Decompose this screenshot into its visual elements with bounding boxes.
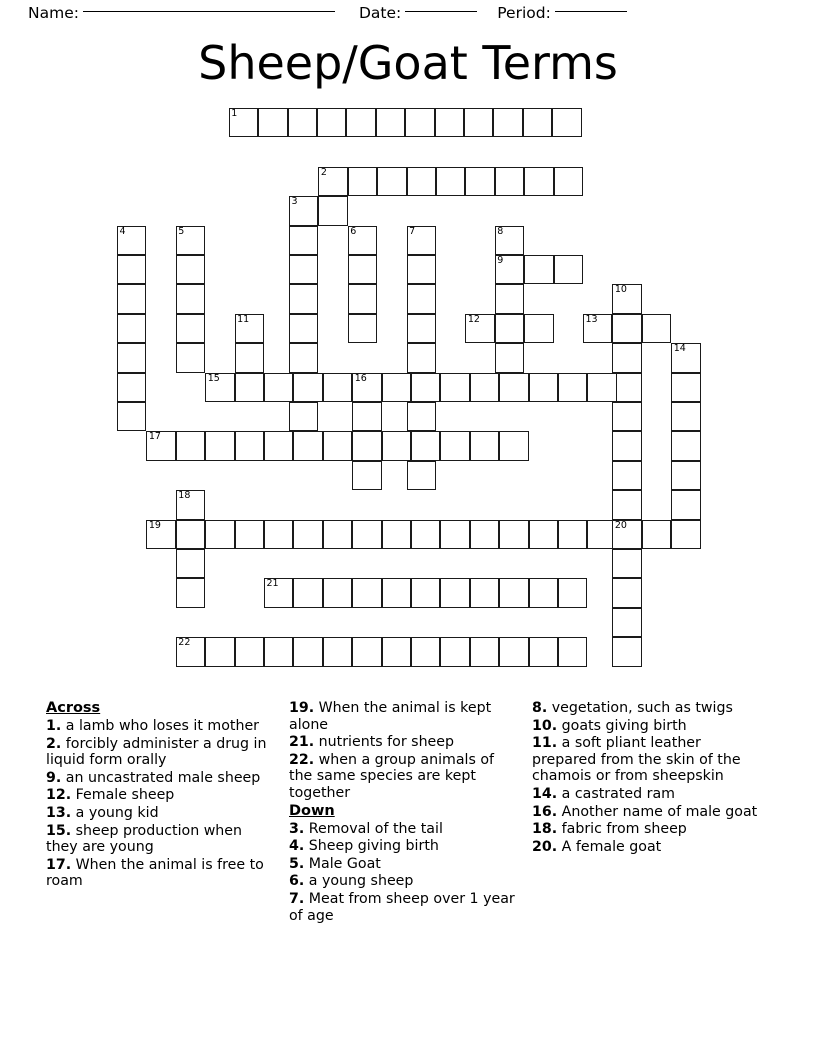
crossword-cell[interactable] [235, 373, 264, 402]
crossword-cell-1[interactable] [229, 108, 258, 137]
crossword-cell[interactable] [464, 108, 493, 137]
crossword-cell[interactable] [289, 343, 318, 372]
crossword-cell[interactable] [117, 402, 146, 431]
crossword-cell[interactable] [117, 343, 146, 372]
clue-number: 8. [532, 700, 548, 716]
clue-across-12 [46, 787, 275, 804]
crossword-cell[interactable] [352, 461, 381, 490]
cell-number: 7 [409, 225, 416, 237]
clue-number: 20. [532, 838, 558, 855]
crossword-cell[interactable] [352, 637, 381, 666]
crossword-cell-10[interactable] [612, 284, 641, 313]
crossword-cell[interactable] [407, 343, 436, 372]
crossword-cell[interactable] [323, 520, 352, 549]
crossword-cell[interactable] [293, 578, 322, 607]
clue-number: 15. [46, 822, 72, 839]
crossword-cell[interactable] [205, 431, 234, 460]
down-heading: Down [289, 802, 335, 819]
crossword-cell[interactable] [405, 108, 434, 137]
crossword-cell[interactable] [524, 167, 553, 196]
crossword-cell[interactable] [293, 373, 322, 402]
cell-number: 17 [148, 431, 161, 443]
cell-number: 13 [585, 313, 598, 325]
clue-across-1 [46, 718, 275, 735]
clue-text: sheep production when they are young [46, 822, 243, 856]
crossword-cell-7[interactable] [407, 226, 436, 255]
crossword-cell[interactable] [176, 284, 205, 313]
crossword-cell[interactable] [407, 284, 436, 313]
crossword-cell[interactable] [407, 255, 436, 284]
crossword-cell[interactable] [323, 637, 352, 666]
clue-number: 19. [289, 700, 315, 716]
crossword-cell[interactable] [499, 431, 528, 460]
crossword-cell[interactable] [352, 402, 381, 431]
crossword-cell[interactable] [323, 578, 352, 607]
clue-text: a young kid [71, 804, 159, 821]
clue-number: 2. [46, 735, 62, 752]
crossword-cell[interactable] [323, 373, 352, 402]
cell-number: 6 [350, 225, 357, 237]
clue-text: a lamb who loses it mother [61, 718, 260, 734]
crossword-cell[interactable] [176, 549, 205, 578]
period-label: Period: [497, 4, 551, 22]
clue-text: vegetation, such as twigs [547, 700, 733, 716]
clue-text: When the animal is free to roam [46, 856, 264, 890]
crossword-cell[interactable] [352, 520, 381, 549]
clue-number: 9. [46, 769, 62, 786]
crossword-cell[interactable] [671, 402, 700, 431]
crossword-cell[interactable] [382, 637, 411, 666]
crossword-cell[interactable] [235, 431, 264, 460]
clue-number: 7. [289, 890, 305, 907]
crossword-cell[interactable] [671, 520, 700, 549]
clue-across-19 [289, 700, 518, 733]
crossword-cell[interactable] [470, 520, 499, 549]
clue-text: Male Goat [304, 855, 381, 872]
clue-text: Removal of the tail [304, 820, 443, 837]
clue-number: 10. [532, 717, 558, 734]
crossword-cell[interactable] [407, 461, 436, 490]
crossword-cell[interactable] [376, 108, 405, 137]
crossword-cell[interactable] [558, 578, 587, 607]
crossword-cell-11[interactable] [235, 314, 264, 343]
clue-number: 4. [289, 838, 305, 855]
crossword-cell[interactable] [499, 578, 528, 607]
clue-number: 6. [289, 873, 305, 890]
crossword-cell[interactable] [293, 637, 322, 666]
clue-text: Another name of male goat [557, 803, 758, 820]
crossword-cell[interactable] [264, 431, 293, 460]
crossword-cell[interactable] [612, 431, 641, 460]
cell-number: 14 [673, 343, 686, 355]
crossword-cell[interactable] [612, 578, 641, 607]
crossword-cell[interactable] [235, 520, 264, 549]
crossword-cell-2[interactable] [318, 167, 347, 196]
clue-number: 13. [46, 804, 72, 821]
clue-text: goats giving birth [557, 717, 687, 734]
crossword-cell[interactable] [529, 578, 558, 607]
crossword-cell[interactable] [523, 108, 552, 137]
crossword-cell[interactable] [587, 373, 616, 402]
crossword-cell[interactable] [176, 520, 205, 549]
name-label: Name: [28, 4, 79, 22]
crossword-cell[interactable] [348, 167, 377, 196]
crossword-cell[interactable] [348, 284, 377, 313]
crossword-cell[interactable] [258, 108, 287, 137]
crossword-cell[interactable] [318, 196, 347, 225]
crossword-cell[interactable] [612, 402, 641, 431]
crossword-cell[interactable] [529, 373, 558, 402]
crossword-cell[interactable] [465, 167, 494, 196]
crossword-cell[interactable] [317, 108, 346, 137]
clues-section [46, 700, 776, 960]
crossword-cell[interactable] [524, 314, 553, 343]
clue-down-18 [532, 821, 761, 838]
crossword-cell-12[interactable] [465, 314, 494, 343]
crossword-cell[interactable] [382, 373, 411, 402]
cell-number: 16 [354, 372, 367, 384]
crossword-cell-22[interactable] [176, 637, 205, 666]
crossword-cell[interactable] [612, 373, 641, 402]
crossword-cell[interactable] [382, 578, 411, 607]
crossword-cell[interactable] [411, 578, 440, 607]
cell-number: 1 [231, 108, 238, 119]
crossword-cell[interactable] [558, 373, 587, 402]
clue-column-3 [532, 700, 775, 960]
clue-text: nutrients for sheep [314, 734, 455, 751]
clue-down-4 [289, 838, 518, 855]
cell-number: 21 [266, 578, 279, 590]
crossword-cell[interactable] [558, 637, 587, 666]
crossword-cell-13[interactable] [583, 314, 612, 343]
clue-column-2 [289, 700, 532, 960]
clue-number: 12. [46, 787, 72, 804]
crossword-cell[interactable] [612, 314, 641, 343]
clue-across-21 [289, 734, 518, 751]
clue-number: 17. [46, 856, 72, 873]
crossword-cell-16[interactable] [352, 373, 381, 402]
crossword-cell[interactable] [264, 373, 293, 402]
clue-across-15 [46, 823, 275, 856]
crossword-cell[interactable] [554, 167, 583, 196]
crossword-cell[interactable] [495, 343, 524, 372]
crossword-cell[interactable] [176, 343, 205, 372]
crossword-cell[interactable] [117, 284, 146, 313]
clue-number: 1. [46, 718, 62, 734]
clue-text: forcibly administer a drug in liquid form orally [46, 735, 267, 769]
clue-down-11 [532, 735, 761, 785]
clue-number: 16. [532, 803, 558, 820]
crossword-cell[interactable] [642, 314, 671, 343]
cell-number: 18 [178, 490, 191, 502]
crossword-cell[interactable] [524, 255, 553, 284]
crossword-cell[interactable] [117, 373, 146, 402]
crossword-cell[interactable] [289, 314, 318, 343]
crossword-cell[interactable] [671, 373, 700, 402]
clue-down-20 [532, 839, 761, 856]
crossword-cell[interactable] [407, 402, 436, 431]
crossword-cell[interactable] [493, 108, 522, 137]
clue-down-8 [532, 700, 761, 717]
clue-text: when a group animals of the same species are kept together [289, 751, 495, 801]
crossword-cell-21[interactable] [264, 578, 293, 607]
crossword-cell[interactable] [436, 167, 465, 196]
crossword-cell[interactable] [346, 108, 375, 137]
cell-number: 5 [178, 225, 185, 237]
crossword-cell[interactable] [289, 284, 318, 313]
crossword-cell[interactable] [235, 343, 264, 372]
crossword-cell-20[interactable] [612, 520, 641, 549]
crossword-cell-4[interactable] [117, 226, 146, 255]
crossword-cell[interactable] [205, 637, 234, 666]
cell-number: 12 [467, 313, 480, 325]
crossword-cell[interactable] [176, 431, 205, 460]
crossword-cell[interactable] [411, 520, 440, 549]
clue-number: 22. [289, 751, 315, 768]
crossword-cell[interactable] [470, 578, 499, 607]
clue-text: a soft pliant leather prepared from the skin of the chamois or from sheepskin [532, 735, 741, 785]
clue-number: 14. [532, 785, 558, 802]
cell-number: 2 [320, 166, 327, 178]
crossword-cell[interactable] [612, 549, 641, 578]
crossword-cell[interactable] [440, 373, 469, 402]
clue-down-7 [289, 891, 518, 924]
cell-number: 19 [148, 519, 161, 531]
across-heading: Across [46, 700, 101, 716]
clue-text: Female sheep [71, 787, 175, 804]
crossword-cell[interactable] [440, 578, 469, 607]
crossword-cell-6[interactable] [348, 226, 377, 255]
clue-text: fabric from sheep [557, 821, 687, 838]
crossword-cell-15[interactable] [205, 373, 234, 402]
crossword-cell[interactable] [612, 637, 641, 666]
clue-number: 18. [532, 821, 558, 838]
cell-number: 3 [291, 196, 298, 208]
crossword-cell[interactable] [558, 520, 587, 549]
crossword-cell[interactable] [293, 520, 322, 549]
crossword-cell[interactable] [352, 578, 381, 607]
crossword-cell[interactable] [642, 520, 671, 549]
crossword-cell[interactable] [289, 402, 318, 431]
crossword-cell[interactable] [289, 255, 318, 284]
page-title: Sheep/Goat Terms [198, 36, 618, 90]
clue-down-16 [532, 804, 761, 821]
crossword-cell-19[interactable] [146, 520, 175, 549]
crossword-cell[interactable] [440, 637, 469, 666]
crossword-cell[interactable] [495, 284, 524, 313]
crossword-cell-3[interactable] [289, 196, 318, 225]
clue-down-3 [289, 821, 518, 838]
crossword-cell[interactable] [323, 431, 352, 460]
crossword-cell[interactable] [205, 520, 234, 549]
crossword-cell[interactable] [382, 431, 411, 460]
cell-number: 20 [614, 519, 627, 531]
crossword-cell[interactable] [289, 226, 318, 255]
crossword-cell[interactable] [671, 461, 700, 490]
crossword-cell[interactable] [470, 637, 499, 666]
crossword-cell[interactable] [529, 520, 558, 549]
crossword-cell[interactable] [264, 520, 293, 549]
crossword-cell[interactable] [411, 373, 440, 402]
crossword-cell[interactable] [552, 108, 581, 137]
crossword-cell[interactable] [176, 578, 205, 607]
cell-number: 9 [497, 255, 504, 266]
cell-number: 15 [207, 372, 220, 384]
crossword-cell[interactable] [529, 637, 558, 666]
crossword-cell[interactable] [176, 314, 205, 343]
crossword-cell[interactable] [117, 314, 146, 343]
crossword-cell[interactable] [411, 431, 440, 460]
crossword-cell[interactable] [235, 637, 264, 666]
clue-text: a castrated ram [557, 785, 675, 802]
clue-across-9 [46, 770, 275, 787]
crossword-cell[interactable] [348, 314, 377, 343]
crossword-cell[interactable] [352, 431, 381, 460]
clue-across-22 [289, 752, 518, 802]
clue-text: A female goat [557, 838, 662, 855]
crossword-cell[interactable] [348, 255, 377, 284]
crossword-cell[interactable] [288, 108, 317, 137]
clue-number: 21. [289, 734, 315, 751]
crossword-cell-18[interactable] [176, 490, 205, 519]
crossword-cell[interactable] [435, 108, 464, 137]
cell-number: 10 [614, 284, 627, 296]
date-label: Date: [358, 4, 402, 22]
crossword-cell[interactable] [554, 255, 583, 284]
clue-text: Sheep giving birth [304, 838, 439, 855]
crossword-cell[interactable] [612, 608, 641, 637]
crossword-cell[interactable] [612, 461, 641, 490]
cell-number: 22 [178, 637, 191, 649]
crossword-cell-17[interactable] [146, 431, 175, 460]
crossword-cell-14[interactable] [671, 343, 700, 372]
crossword-cell[interactable] [495, 167, 524, 196]
crossword-cell-5[interactable] [176, 226, 205, 255]
crossword-cell[interactable] [612, 490, 641, 519]
crossword-cell[interactable] [411, 637, 440, 666]
clue-down-10 [532, 718, 761, 735]
clue-number: 5. [289, 855, 305, 872]
crossword-cell[interactable] [470, 431, 499, 460]
clue-across-17 [46, 857, 275, 890]
crossword-cell[interactable] [499, 373, 528, 402]
clue-across-13 [46, 805, 275, 822]
clue-number: 11. [532, 735, 558, 752]
crossword-cell-9[interactable] [495, 255, 524, 284]
clue-down-14 [532, 786, 761, 803]
cell-number: 8 [497, 225, 504, 237]
crossword-cell[interactable] [495, 314, 524, 343]
crossword-cell[interactable] [671, 431, 700, 460]
clue-text: an uncastrated male sheep [61, 769, 261, 786]
clue-number: 3. [289, 820, 305, 837]
clue-text: When the animal is kept alone [289, 700, 492, 733]
crossword-cell[interactable] [612, 343, 641, 372]
crossword-cell[interactable] [470, 373, 499, 402]
clue-across-2 [46, 736, 275, 769]
crossword-cell[interactable] [377, 167, 406, 196]
crossword-cell-8[interactable] [495, 226, 524, 255]
crossword-cell[interactable] [407, 167, 436, 196]
crossword-cell[interactable] [499, 520, 528, 549]
crossword-cell[interactable] [117, 255, 146, 284]
crossword-cell[interactable] [671, 490, 700, 519]
crossword-cell[interactable] [440, 520, 469, 549]
clue-text: a young sheep [304, 873, 414, 890]
crossword-cell[interactable] [382, 520, 411, 549]
crossword-cell[interactable] [440, 431, 469, 460]
crossword-cell[interactable] [499, 637, 528, 666]
clue-text: Meat from sheep over 1 year of age [289, 890, 515, 924]
crossword-cell[interactable] [176, 255, 205, 284]
clue-down-6 [289, 873, 518, 890]
clue-column-1 [46, 700, 289, 960]
crossword-cell[interactable] [407, 314, 436, 343]
crossword-cell[interactable] [264, 637, 293, 666]
cell-number: 4 [119, 225, 126, 237]
crossword-cell[interactable] [293, 431, 322, 460]
clue-down-5 [289, 856, 518, 873]
cell-number: 11 [237, 313, 250, 325]
